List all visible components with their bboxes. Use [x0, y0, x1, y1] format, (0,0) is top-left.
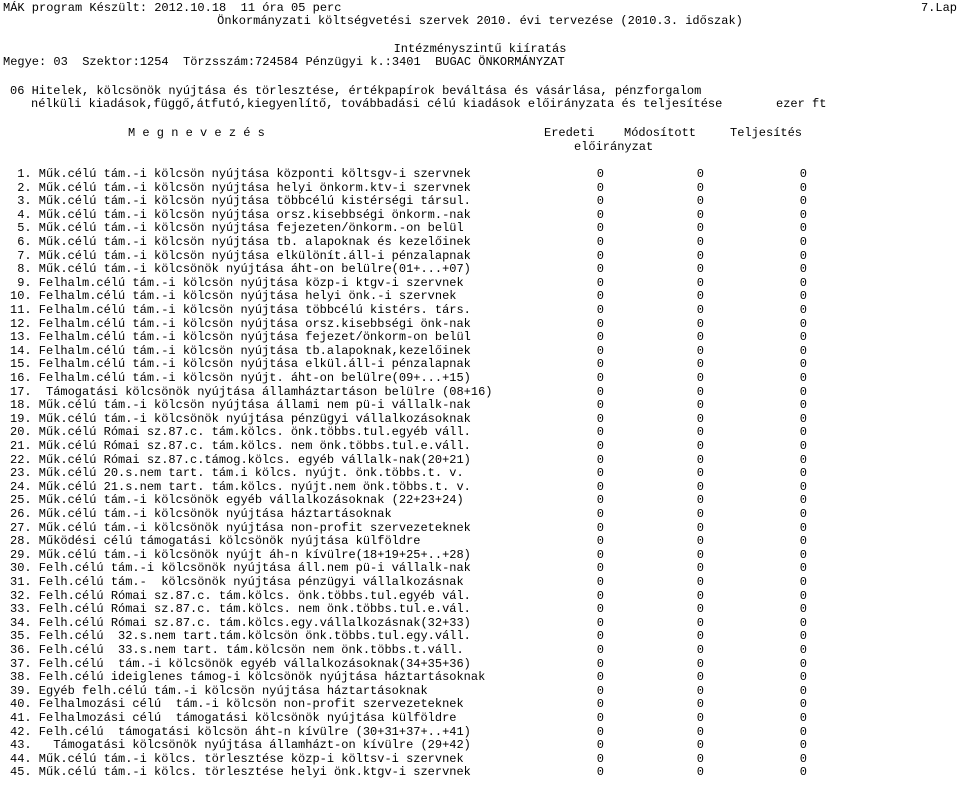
row-completion-value: 0 — [799, 711, 807, 725]
row-original-value: 0 — [596, 493, 604, 508]
row-original-value: 0 — [596, 411, 604, 426]
row-completion-value: 0 — [799, 303, 807, 317]
row-completion-value: 0 — [799, 615, 807, 630]
row-label: 44. Műk.célú tám.-i kölcs. törlesztése közp-i költsv-i szervnek — [10, 751, 464, 766]
row-completion-value: 0 — [799, 738, 807, 753]
row-original-value: 0 — [596, 534, 604, 549]
row-completion-value: 0 — [799, 439, 807, 453]
table-row — [0, 263, 960, 276]
meta-line: Megye: 03 Szektor:1254 Törzsszám:724584 Pénzügyi k.:3401 BUGAC ÖNKORMÁNYZAT — [3, 55, 565, 69]
row-completion-value: 0 — [799, 547, 807, 562]
table-row — [0, 209, 960, 222]
table-row — [0, 440, 960, 453]
row-label: 12. Felhalm.célú tám.-i kölcsön nyújtása orsz.kisebbségi önk-nak — [10, 316, 471, 331]
table-row — [0, 630, 960, 643]
row-label: 24. Műk.célú 21.s.nem tart. tám.kölcs. nyújt.nem önk.többs.t. v. — [10, 479, 471, 494]
row-label: 39. Egyéb felh.célú tám.-i kölcsön nyújtása háztartásoknak — [10, 683, 428, 698]
row-label: 10. Felhalm.célú tám.-i kölcsön nyújtása helyi önk.-i szervnek — [10, 289, 457, 304]
row-modified-value: 0 — [696, 751, 704, 766]
table-row — [0, 576, 960, 589]
row-completion-value: 0 — [799, 629, 807, 644]
row-completion-value: 0 — [799, 357, 807, 372]
table-row — [0, 236, 960, 249]
table-row — [0, 658, 960, 671]
row-original-value: 0 — [596, 724, 604, 739]
row-original-value: 0 — [596, 384, 604, 399]
row-modified-value: 0 — [696, 575, 704, 589]
row-label: 15. Felhalm.célú tám.-i kölcsön nyújtása elkül.áll-i pénzalapnak — [10, 357, 471, 372]
table-row — [0, 195, 960, 208]
row-label: 40. Felhalmozási célú tám.-i kölcsön non-profit szervezeteknek — [10, 697, 464, 712]
row-modified-value: 0 — [696, 724, 704, 739]
row-modified-value: 0 — [696, 371, 704, 385]
row-completion-value: 0 — [799, 167, 807, 181]
row-label: 36. Felh.célú 33.s.nem tart. tám.kölcsön nem önk.többs.t.váll. — [10, 643, 464, 657]
row-label: 35. Felh.célú 32.s.nem tart.tám.kölcsön önk.többs.tul.egy.váll. — [10, 629, 471, 644]
row-modified-value: 0 — [696, 602, 704, 617]
row-original-value: 0 — [596, 520, 604, 535]
row-original-value: 0 — [596, 207, 604, 222]
table-row — [0, 277, 960, 290]
row-label: 43. Támogatási kölcsönök nyújtása államházt-on kívülre (29+42) — [10, 738, 471, 753]
row-completion-value: 0 — [799, 575, 807, 589]
row-original-value: 0 — [596, 343, 604, 358]
row-label: 5. Műk.célú tám.-i kölcsön nyújtása fejezeten/önkorm.-on belül — [10, 221, 464, 236]
table-row — [0, 712, 960, 725]
table-row — [0, 562, 960, 575]
row-label: 33. Felh.célú Római sz.87.c. tám.kölcs. nem önk.többs.tul.e.vál. — [10, 602, 471, 617]
row-modified-value: 0 — [696, 656, 704, 671]
row-label: 34. Felh.célú Római sz.87.c. tám.kölcs.egy.vállalkozásnak(32+33) — [10, 615, 471, 630]
row-completion-value: 0 — [799, 316, 807, 331]
row-completion-value: 0 — [799, 697, 807, 712]
row-completion-value: 0 — [799, 683, 807, 698]
row-label: 28. Működési célú támogatási kölcsönök nyújtása külföldre — [10, 534, 421, 549]
row-modified-value: 0 — [696, 167, 704, 181]
row-original-value: 0 — [596, 357, 604, 372]
table-row — [0, 372, 960, 385]
row-original-value: 0 — [596, 507, 604, 521]
column-header-original: Eredeti — [544, 126, 595, 140]
table-row — [0, 698, 960, 711]
row-label: 32. Felh.célú Római sz.87.c. tám.kölcs. önk.többs.tul.egyéb vál. — [10, 588, 471, 603]
row-label: 14. Felhalm.célú tám.-i kölcsön nyújtása tb.alapoknak,kezelőinek — [10, 343, 471, 358]
row-completion-value: 0 — [799, 670, 807, 685]
row-label: 23. Műk.célú 20.s.nem tart. tám.i kölcs. nyújt. önk.többs.t. v. — [10, 466, 464, 481]
row-label: 16. Felhalm.célú tám.-i kölcsön nyújt. áht-on belülre(09+...+15) — [10, 371, 471, 385]
row-original-value: 0 — [596, 248, 604, 263]
row-completion-value: 0 — [799, 656, 807, 671]
row-modified-value: 0 — [696, 670, 704, 685]
row-modified-value: 0 — [696, 439, 704, 453]
row-completion-value: 0 — [799, 411, 807, 426]
row-completion-value: 0 — [799, 275, 807, 290]
row-modified-value: 0 — [696, 275, 704, 290]
table-row — [0, 413, 960, 426]
level-label: Intézményszintű kiíratás — [393, 42, 567, 56]
row-original-value: 0 — [596, 194, 604, 209]
table-row — [0, 590, 960, 603]
row-label: 8. Műk.célú tám.-i kölcsönök nyújtása áht-on belülre(01+...+07) — [10, 262, 471, 277]
table-row — [0, 644, 960, 657]
row-original-value: 0 — [596, 670, 604, 685]
table-row — [0, 304, 960, 317]
row-original-value: 0 — [596, 575, 604, 589]
table-row — [0, 182, 960, 195]
row-completion-value: 0 — [799, 289, 807, 304]
row-label: 41. Felhalmozási célú támogatási kölcsönök nyújtása külföldre — [10, 711, 457, 725]
row-original-value: 0 — [596, 683, 604, 698]
row-label: 22. Műk.célú Római sz.87.c.támog.kölcs. egyéb vállalk-nak(20+21) — [10, 452, 471, 467]
row-original-value: 0 — [596, 602, 604, 617]
row-original-value: 0 — [596, 452, 604, 467]
row-label: 42. Felh.célú támogatási kölcsön áht-n kívülre (30+31+37+..+41) — [10, 724, 471, 739]
row-completion-value: 0 — [799, 262, 807, 277]
row-completion-value: 0 — [799, 180, 807, 195]
row-modified-value: 0 — [696, 615, 704, 630]
column-header-estimate: előirányzat — [574, 140, 654, 154]
row-completion-value: 0 — [799, 466, 807, 481]
column-header-modified: Módosított — [624, 126, 697, 140]
row-modified-value: 0 — [696, 711, 704, 725]
row-completion-value: 0 — [799, 425, 807, 440]
row-completion-value: 0 — [799, 371, 807, 385]
table-row — [0, 617, 960, 630]
row-original-value: 0 — [596, 235, 604, 249]
row-modified-value: 0 — [696, 235, 704, 249]
table-row — [0, 318, 960, 331]
row-modified-value: 0 — [696, 180, 704, 195]
row-modified-value: 0 — [696, 683, 704, 698]
row-modified-value: 0 — [696, 534, 704, 549]
row-original-value: 0 — [596, 479, 604, 494]
row-label: 1. Műk.célú tám.-i kölcsön nyújtása központi költsgv-i szervnek — [10, 167, 471, 181]
table-row — [0, 331, 960, 344]
row-label: 31. Felh.célú tám.- kölcsönök nyújtása pénzügyi vállalkozásnak — [10, 575, 464, 589]
row-completion-value: 0 — [799, 507, 807, 521]
row-completion-value: 0 — [799, 751, 807, 766]
row-original-value: 0 — [596, 303, 604, 317]
row-label: 6. Műk.célú tám.-i kölcsön nyújtása tb. alapoknak és kezelőinek — [10, 235, 471, 249]
table-row — [0, 481, 960, 494]
table-row — [0, 685, 960, 698]
row-modified-value: 0 — [696, 493, 704, 508]
row-original-value: 0 — [596, 289, 604, 304]
row-original-value: 0 — [596, 167, 604, 181]
row-label: 37. Felh.célú tám.-i kölcsönök egyéb vállalkozásoknak(34+35+36) — [10, 656, 471, 671]
row-label: 13. Felhalm.célú tám.-i kölcsön nyújtása fejezet/önkorm-on belül — [10, 330, 471, 345]
table-row — [0, 168, 960, 181]
row-modified-value: 0 — [696, 343, 704, 358]
row-modified-value: 0 — [696, 330, 704, 345]
row-original-value: 0 — [596, 466, 604, 481]
row-label: 26. Műk.célú tám.-i kölcsönök nyújtása háztartásoknak — [10, 507, 392, 521]
table-row — [0, 549, 960, 562]
section-title-line1: 06 Hitelek, kölcsönök nyújtása és törlesztése, értékpapírok beváltása és vásárlása, pénzforgalom — [10, 84, 702, 98]
row-completion-value: 0 — [799, 561, 807, 576]
row-original-value: 0 — [596, 629, 604, 644]
row-completion-value: 0 — [799, 602, 807, 617]
row-completion-value: 0 — [799, 588, 807, 603]
table-row — [0, 399, 960, 412]
row-label: 21. Műk.célú Római sz.87.c. tám.kölcs. nem önk.többs.tul.e.váll. — [10, 439, 471, 453]
row-modified-value: 0 — [696, 398, 704, 413]
row-label: 25. Műk.célú tám.-i kölcsönök egyéb vállalkozásoknak (22+23+24) — [10, 493, 464, 508]
row-modified-value: 0 — [696, 357, 704, 372]
row-modified-value: 0 — [696, 411, 704, 426]
row-modified-value: 0 — [696, 561, 704, 576]
row-label: 9. Felhalm.célú tám.-i kölcsön nyújtása közp-i ktgv-i szervnek — [10, 275, 464, 290]
row-label: 17. Támogatási kölcsönök nyújtása államháztartáson belülre (08+16) — [10, 384, 493, 399]
row-modified-value: 0 — [696, 520, 704, 535]
row-original-value: 0 — [596, 425, 604, 440]
row-modified-value: 0 — [696, 588, 704, 603]
row-completion-value: 0 — [799, 724, 807, 739]
row-completion-value: 0 — [799, 221, 807, 236]
row-modified-value: 0 — [696, 316, 704, 331]
table-row — [0, 603, 960, 616]
table-row — [0, 753, 960, 766]
row-modified-value: 0 — [696, 221, 704, 236]
table-row — [0, 358, 960, 371]
row-completion-value: 0 — [799, 643, 807, 657]
row-modified-value: 0 — [696, 384, 704, 399]
table-row — [0, 454, 960, 467]
row-modified-value: 0 — [696, 289, 704, 304]
row-modified-value: 0 — [696, 765, 704, 780]
row-original-value: 0 — [596, 547, 604, 562]
row-completion-value: 0 — [799, 207, 807, 222]
row-original-value: 0 — [596, 398, 604, 413]
row-completion-value: 0 — [799, 493, 807, 508]
table-row — [0, 426, 960, 439]
row-modified-value: 0 — [696, 248, 704, 263]
row-label: 29. Műk.célú tám.-i kölcsönök nyújt áh-n kívülre(18+19+25+..+28) — [10, 547, 471, 562]
row-modified-value: 0 — [696, 547, 704, 562]
row-modified-value: 0 — [696, 194, 704, 209]
row-label: 7. Műk.célú tám.-i kölcsön nyújtása elkülönít.áll-i pénzalapnak — [10, 248, 471, 263]
report-subtitle: Önkormányzati költségvetési szervek 2010. évi tervezése (2010.3. időszak) — [217, 14, 743, 28]
table-row — [0, 508, 960, 521]
table-row — [0, 494, 960, 507]
table-row — [0, 250, 960, 263]
row-completion-value: 0 — [799, 534, 807, 549]
row-completion-value: 0 — [799, 765, 807, 780]
row-original-value: 0 — [596, 561, 604, 576]
row-modified-value: 0 — [696, 303, 704, 317]
table-row — [0, 386, 960, 399]
table-row — [0, 739, 960, 752]
table-row — [0, 766, 960, 779]
row-label: 30. Felh.célú tám.-i kölcsönök nyújtása áll.nem pü-i vállalk-nak — [10, 561, 471, 576]
table-row — [0, 671, 960, 684]
row-label: 3. Műk.célú tám.-i kölcsön nyújtása többcélú kistérségi társul. — [10, 194, 471, 209]
row-original-value: 0 — [596, 588, 604, 603]
row-original-value: 0 — [596, 439, 604, 453]
row-completion-value: 0 — [799, 235, 807, 249]
row-original-value: 0 — [596, 262, 604, 277]
row-modified-value: 0 — [696, 466, 704, 481]
program-line: MÁK program Készült: 2012.10.18 11 óra 05 perc — [3, 1, 342, 15]
row-completion-value: 0 — [799, 520, 807, 535]
table-row — [0, 726, 960, 739]
section-title-line2: nélküli kiadások,függő,átfutó,kiegyenlítő, továbbadási célú kiadások előirányzata és teljesítése — [31, 97, 723, 111]
row-modified-value: 0 — [696, 262, 704, 277]
page-label: 7.Lap — [920, 1, 957, 15]
row-label: 11. Felhalm.célú tám.-i kölcsön nyújtása többcélú kistérs. társ. — [10, 303, 471, 317]
row-label: 45. Műk.célú tám.-i kölcs. törlesztése helyi önk.ktgv-i szervnek — [10, 765, 471, 780]
row-original-value: 0 — [596, 316, 604, 331]
row-modified-value: 0 — [696, 425, 704, 440]
row-original-value: 0 — [596, 371, 604, 385]
row-modified-value: 0 — [696, 697, 704, 712]
row-label: 18. Műk.célú tám.-i kölcsön nyújtása állami nem pü-i vállalk-nak — [10, 398, 471, 413]
row-completion-value: 0 — [799, 330, 807, 345]
table-row — [0, 345, 960, 358]
row-original-value: 0 — [596, 275, 604, 290]
row-completion-value: 0 — [799, 343, 807, 358]
column-header-name: M e g n e v e z é s — [128, 126, 265, 140]
table-row — [0, 467, 960, 480]
row-completion-value: 0 — [799, 479, 807, 494]
row-original-value: 0 — [596, 738, 604, 753]
row-completion-value: 0 — [799, 452, 807, 467]
row-completion-value: 0 — [799, 248, 807, 263]
row-original-value: 0 — [596, 330, 604, 345]
row-modified-value: 0 — [696, 738, 704, 753]
row-modified-value: 0 — [696, 207, 704, 222]
row-completion-value: 0 — [799, 384, 807, 399]
row-original-value: 0 — [596, 711, 604, 725]
table-row — [0, 290, 960, 303]
row-original-value: 0 — [596, 765, 604, 780]
row-original-value: 0 — [596, 221, 604, 236]
row-modified-value: 0 — [696, 643, 704, 657]
row-label: 38. Felh.célú ideiglenes támog-i kölcsönök nyújtása háztartásoknak — [10, 670, 486, 685]
row-completion-value: 0 — [799, 194, 807, 209]
row-original-value: 0 — [596, 180, 604, 195]
row-modified-value: 0 — [696, 452, 704, 467]
row-label: 4. Műk.célú tám.-i kölcsön nyújtása orsz.kisebbségi önkorm.-nak — [10, 207, 471, 222]
table-row — [0, 522, 960, 535]
row-modified-value: 0 — [696, 507, 704, 521]
column-header-completion: Teljesítés — [730, 126, 803, 140]
row-label: 19. Műk.célú tám.-i kölcsönök nyújtása pénzügyi vállalkozásoknak — [10, 411, 471, 426]
row-modified-value: 0 — [696, 629, 704, 644]
table-row — [0, 535, 960, 548]
row-modified-value: 0 — [696, 479, 704, 494]
row-original-value: 0 — [596, 751, 604, 766]
row-label: 2. Műk.célú tám.-i kölcsön nyújtása helyi önkorm.ktv-i szervnek — [10, 180, 471, 195]
row-original-value: 0 — [596, 615, 604, 630]
row-original-value: 0 — [596, 697, 604, 712]
row-original-value: 0 — [596, 643, 604, 657]
row-original-value: 0 — [596, 656, 604, 671]
table-row — [0, 222, 960, 235]
row-completion-value: 0 — [799, 398, 807, 413]
row-label: 27. Műk.célú tám.-i kölcsönök nyújtása non-profit szervezeteknek — [10, 520, 471, 535]
row-label: 20. Műk.célú Római sz.87.c. tám.kölcs. önk.többs.tul.egyéb váll. — [10, 425, 471, 440]
unit-label: ezer ft — [776, 97, 827, 111]
